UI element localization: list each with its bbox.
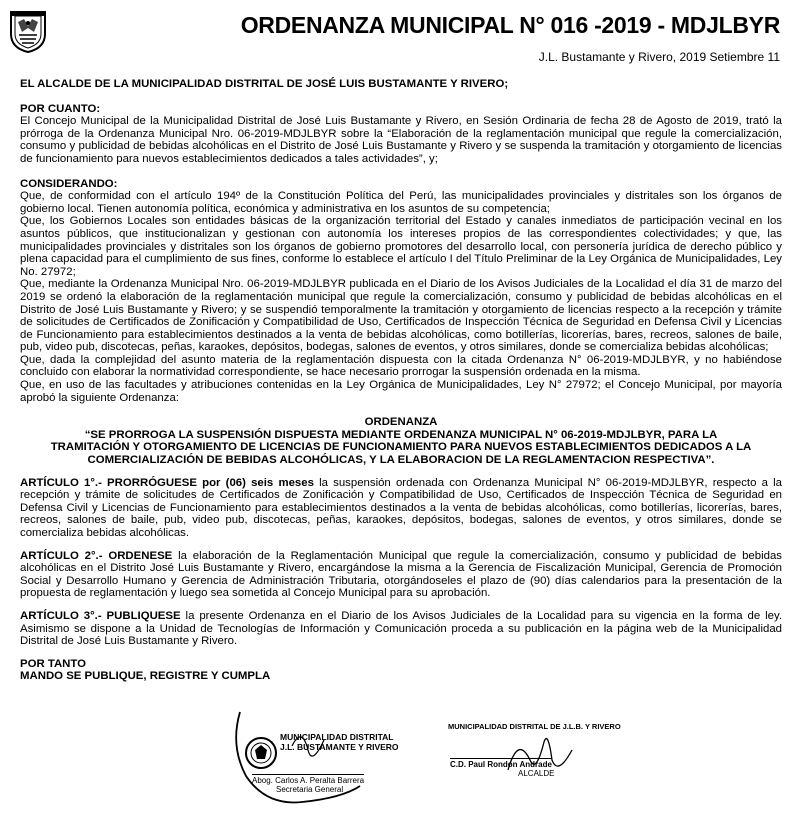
stamp-line-1: MUNICIPALIDAD DISTRITAL	[280, 732, 394, 742]
secretary-role: Secretaria General	[276, 785, 344, 794]
article-1	[20, 477, 782, 540]
por-cuanto-text: El Concejo Municipal de la Municipalidad Distrital de José Luis Bustamante y Rivero, en Sesión Ordinaria de fecha 28 de Agosto de 2019, trató la prórroga de la Ordenanza Municipal Nro. 06-2019-MDJLBYR sobre la “Elaboración de la reglamentación municipal que regule la comercialización, consumo y publicidad de bebidas alcohólicas en el Distrito de José Luis Bustamante y Rivero y se suspenda la tramitación y otorgamiento de licencias de funcionamiento para nuevos establecimientos dedicados a tales actividades”, y;	[20, 115, 782, 165]
seal-icon	[244, 736, 278, 770]
article-1-text: la suspensión ordenada con Ordenanza Municipal N° 06-2019-MDJLBYR, respecto a la recepción y trámite de solicitudes de Certificados de Zonificación y Compatibilidad de Uso, Certificados de Inspección Técnica de Seguridad en Defensa Civil y Licencias de Funcionamiento para establecimientos destinados a la venta de bebidas alcohólicas, como botillerías, licorerías, bares, recreos, salones de baile, pub, video pub, discotecas, peñas, karaokes, depósitos, bodegas, salones de eventos, y otros similares, donde se comercializa bebidas alcohólicas.	[20, 476, 782, 539]
considerando-paragraph: Que, mediante la Ordenanza Municipal Nro. 06-2019-MDJLBYR publicada en el Diario de los Avisos Judiciales de la Localidad el día 31 de marzo del 2019 se ordenó la elaboración de la reglamentación municipal que regule la comercialización, consumo y publicidad de bebidas alcohólicas en el Distrito de José Luis Bustamante y Rivero; y se suspendió temporalmente la tramitación y otorgamiento de licencias respecto a la recepción y trámite de solicitudes de Certificados de Zonificación y Compatibilidad de Uso, Certificados de Inspección Técnica de Seguridad en Defensa Civil y Licencias de Funcionamiento para establecimientos destinados a la venta de bebidas alcohólicas, como botillerías, licorerías, bares, recreos, salones de baile, pub, video pub, discotecas, peñas, karaokes, depósitos, bodegas, salones de eventos, y otros similares, donde se comercializa bebidas alcohólicas;	[20, 278, 782, 354]
ordenanza-title: “SE PRORROGA LA SUSPENSIÓN DISPUESTA MEDIANTE ORDENANZA MUNICIPAL N° 06-2019-MDJLBYR, PARA LA TRAMITACIÓN Y OTORGAMIENTO DE LICENCIAS DE FUNCIONAMIENTO PARA NUEVOS ESTABLECIMIENTOS DEDICADOS A LA COMERCIALIZACIÓN DE BEBIDAS ALCOHÓLICAS, Y LA ELABORACION DE LA REGLAMENTACION RESPECTIVA”.	[50, 428, 752, 467]
document-body	[20, 78, 782, 683]
closing-por-tanto: POR TANTO	[20, 657, 87, 670]
article-2	[20, 550, 782, 600]
dateline: J.L. Bustamante y Rivero, 2019 Setiembre 11	[538, 50, 780, 64]
closing-mando: MANDO SE PUBLIQUE, REGISTRE Y CUMPLA	[20, 670, 271, 683]
article-3	[20, 610, 782, 648]
document-title: ORDENANZA MUNICIPAL N° 016 -2019 - MDJLBYR	[240, 12, 780, 38]
mayor-role: ALCALDE	[518, 769, 555, 778]
stamp-line-2: J.L. BUSTAMANTE Y RIVERO	[280, 742, 399, 752]
mayor-name: C.D. Paul Rondón Andrade	[450, 760, 552, 769]
article-3-text: la presente Ordenanza en el Diario de los Avisos Judiciales de la Localidad para su vigencia en la forma de ley. Asimismo se dispone a la Unidad de Tecnologías de Información y Comunicación proceda a su publicación en la página web de la Municipalidad Distrital de José Luis Bustamante y Rivero.	[20, 609, 782, 648]
secretary-name: Abog. Carlos A. Peralta Barrera	[252, 776, 365, 785]
considerando-paragraph: Que, en uso de las facultades y atribuciones contenidas en la Ley Orgánica de Municipalidades, Ley N° 27972; el Concejo Municipal, por mayoría aprobó la siguiente Ordenanza:	[20, 379, 782, 404]
intro-line: EL ALCALDE DE LA MUNICIPALIDAD DISTRITAL DE JOSÉ LUIS BUSTAMANTE Y RIVERO;	[20, 78, 509, 90]
article-2-head: ARTÍCULO 2°.- ORDENESE	[20, 549, 173, 562]
considerando-paragraph: Que, de conformidad con el artículo 194º de la Constitución Política del Perú, las municipalidades provinciales y distritales son los órganos de gobierno local. Tienen autonomía política, económica y administrativa en los asuntos de su competencia;	[20, 190, 782, 215]
mayor-stamp: MUNICIPALIDAD DISTRITAL DE J.L.B. Y RIVERO	[448, 722, 621, 731]
ordenanza-heading: ORDENANZA	[364, 416, 438, 429]
municipal-crest-icon	[8, 8, 48, 54]
article-2-text: la elaboración de la Reglamentación Municipal que regule la comercialización, consumo y publicidad de bebidas alcohólicas en el Distrito José Luis Bustamante y Rivero, encargándose la misma a la Gerencia de Fiscalización Municipal, Gerencia de Promoción Social y Desarrollo Humano y Gerencia de Administración Tributaria, otorgándoseles el plazo de (90) días calendarios para la presentación de la propuesta de reglamentación y luego sea sometida al Concejo Municipal para su aprobación.	[20, 549, 782, 600]
por-cuanto-heading: POR CUANTO:	[20, 102, 101, 115]
considerando-heading: CONSIDERANDO:	[20, 177, 118, 190]
considerando-paragraph: Que, dada la complejidad del asunto materia de la reglamentación dispuesta con la citada Ordenanza N° 06-2019-MDJLBYR, y no habiéndose concluido con elaborar la normatividad correspondiente, se hace necesario prorrogar la suspensión ordenada en la misma.	[20, 353, 782, 379]
article-3-head: ARTÍCULO 3°.- PUBLIQUESE	[20, 609, 181, 622]
article-1-head: ARTÍCULO 1°.- PRORRÓGUESE por (06) seis meses	[20, 476, 314, 489]
secretary-signature-block	[232, 706, 399, 816]
mayor-signature-block	[448, 722, 621, 804]
considerando-paragraph: Que, los Gobiernos Locales son entidades básicas de la organización territorial del Estado y canales inmediatos de participación vecinal en los asuntos públicos, que institucionalizan y gestionan con autonomía los intereses propios de las correspondientes colectividades; y que, las municipalidades provinciales y distritales son los órganos de gobierno promotores del desarrollo local, con personería jurídica de derecho público y plena capacidad para el cumplimiento de sus fines, conforme lo establece el artículo I del Título Preliminar de la Ley Orgánica de Municipalidades, Ley No. 27972;	[20, 215, 782, 278]
